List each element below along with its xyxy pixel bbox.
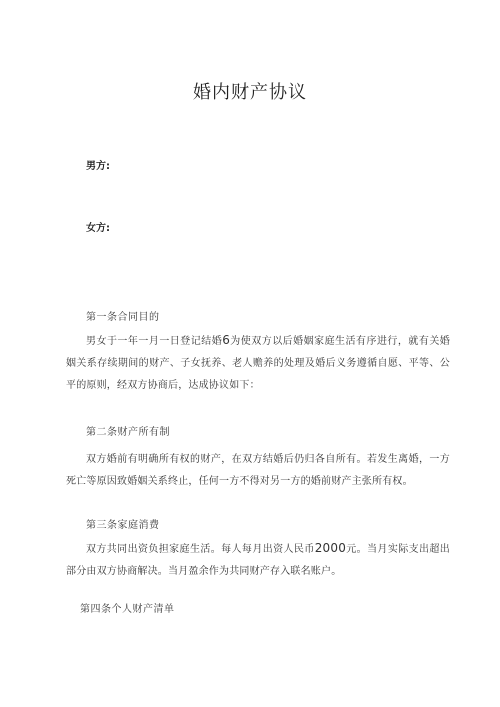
section-1-body: [66, 329, 450, 397]
section-1-body-number: 6: [222, 333, 231, 347]
husband-label: 男方:: [86, 161, 110, 172]
section-3-body-post: 元。当月实际支出超出部分由双方协商解决。当月盈余作为共同财产存入联名账户。: [66, 544, 450, 577]
wife-label: 女方:: [86, 223, 110, 234]
section-1-body-post: 为使双方以后婚姻家庭生活有序进行，就有关婚姻关系存续期间的财产、子女抚养、老人赡养的处理及婚后义务遵循自愿、平等、公平的原则，经双方协商后，达成协议如下：: [66, 336, 451, 391]
section-2-heading: 第二条财产所有制: [86, 427, 170, 438]
section-3-heading: 第三条家庭消费: [86, 520, 160, 531]
section-3-body-number: 2000: [314, 541, 347, 555]
section-1-heading: 第一条合同目的: [86, 312, 160, 323]
section-2-body: 双方婚前有明确所有权的财产，在双方结婚后仍归各自所有。若发生离婚，一方死亡等原因致婚姻关系终止，任何一方不得对另一方的婚前财产主张所有权。: [66, 454, 450, 487]
section-3-body: [66, 537, 450, 583]
section-1-body-pre: 男女于一年一月一日登记结婚: [86, 336, 223, 347]
section-3-body-pre: 双方共同出资负担家庭生活。每人每月出资人民币: [86, 544, 315, 555]
document-title: 婚内财产协议: [193, 82, 307, 103]
section-4-heading: 第四条个人财产清单: [80, 604, 175, 615]
